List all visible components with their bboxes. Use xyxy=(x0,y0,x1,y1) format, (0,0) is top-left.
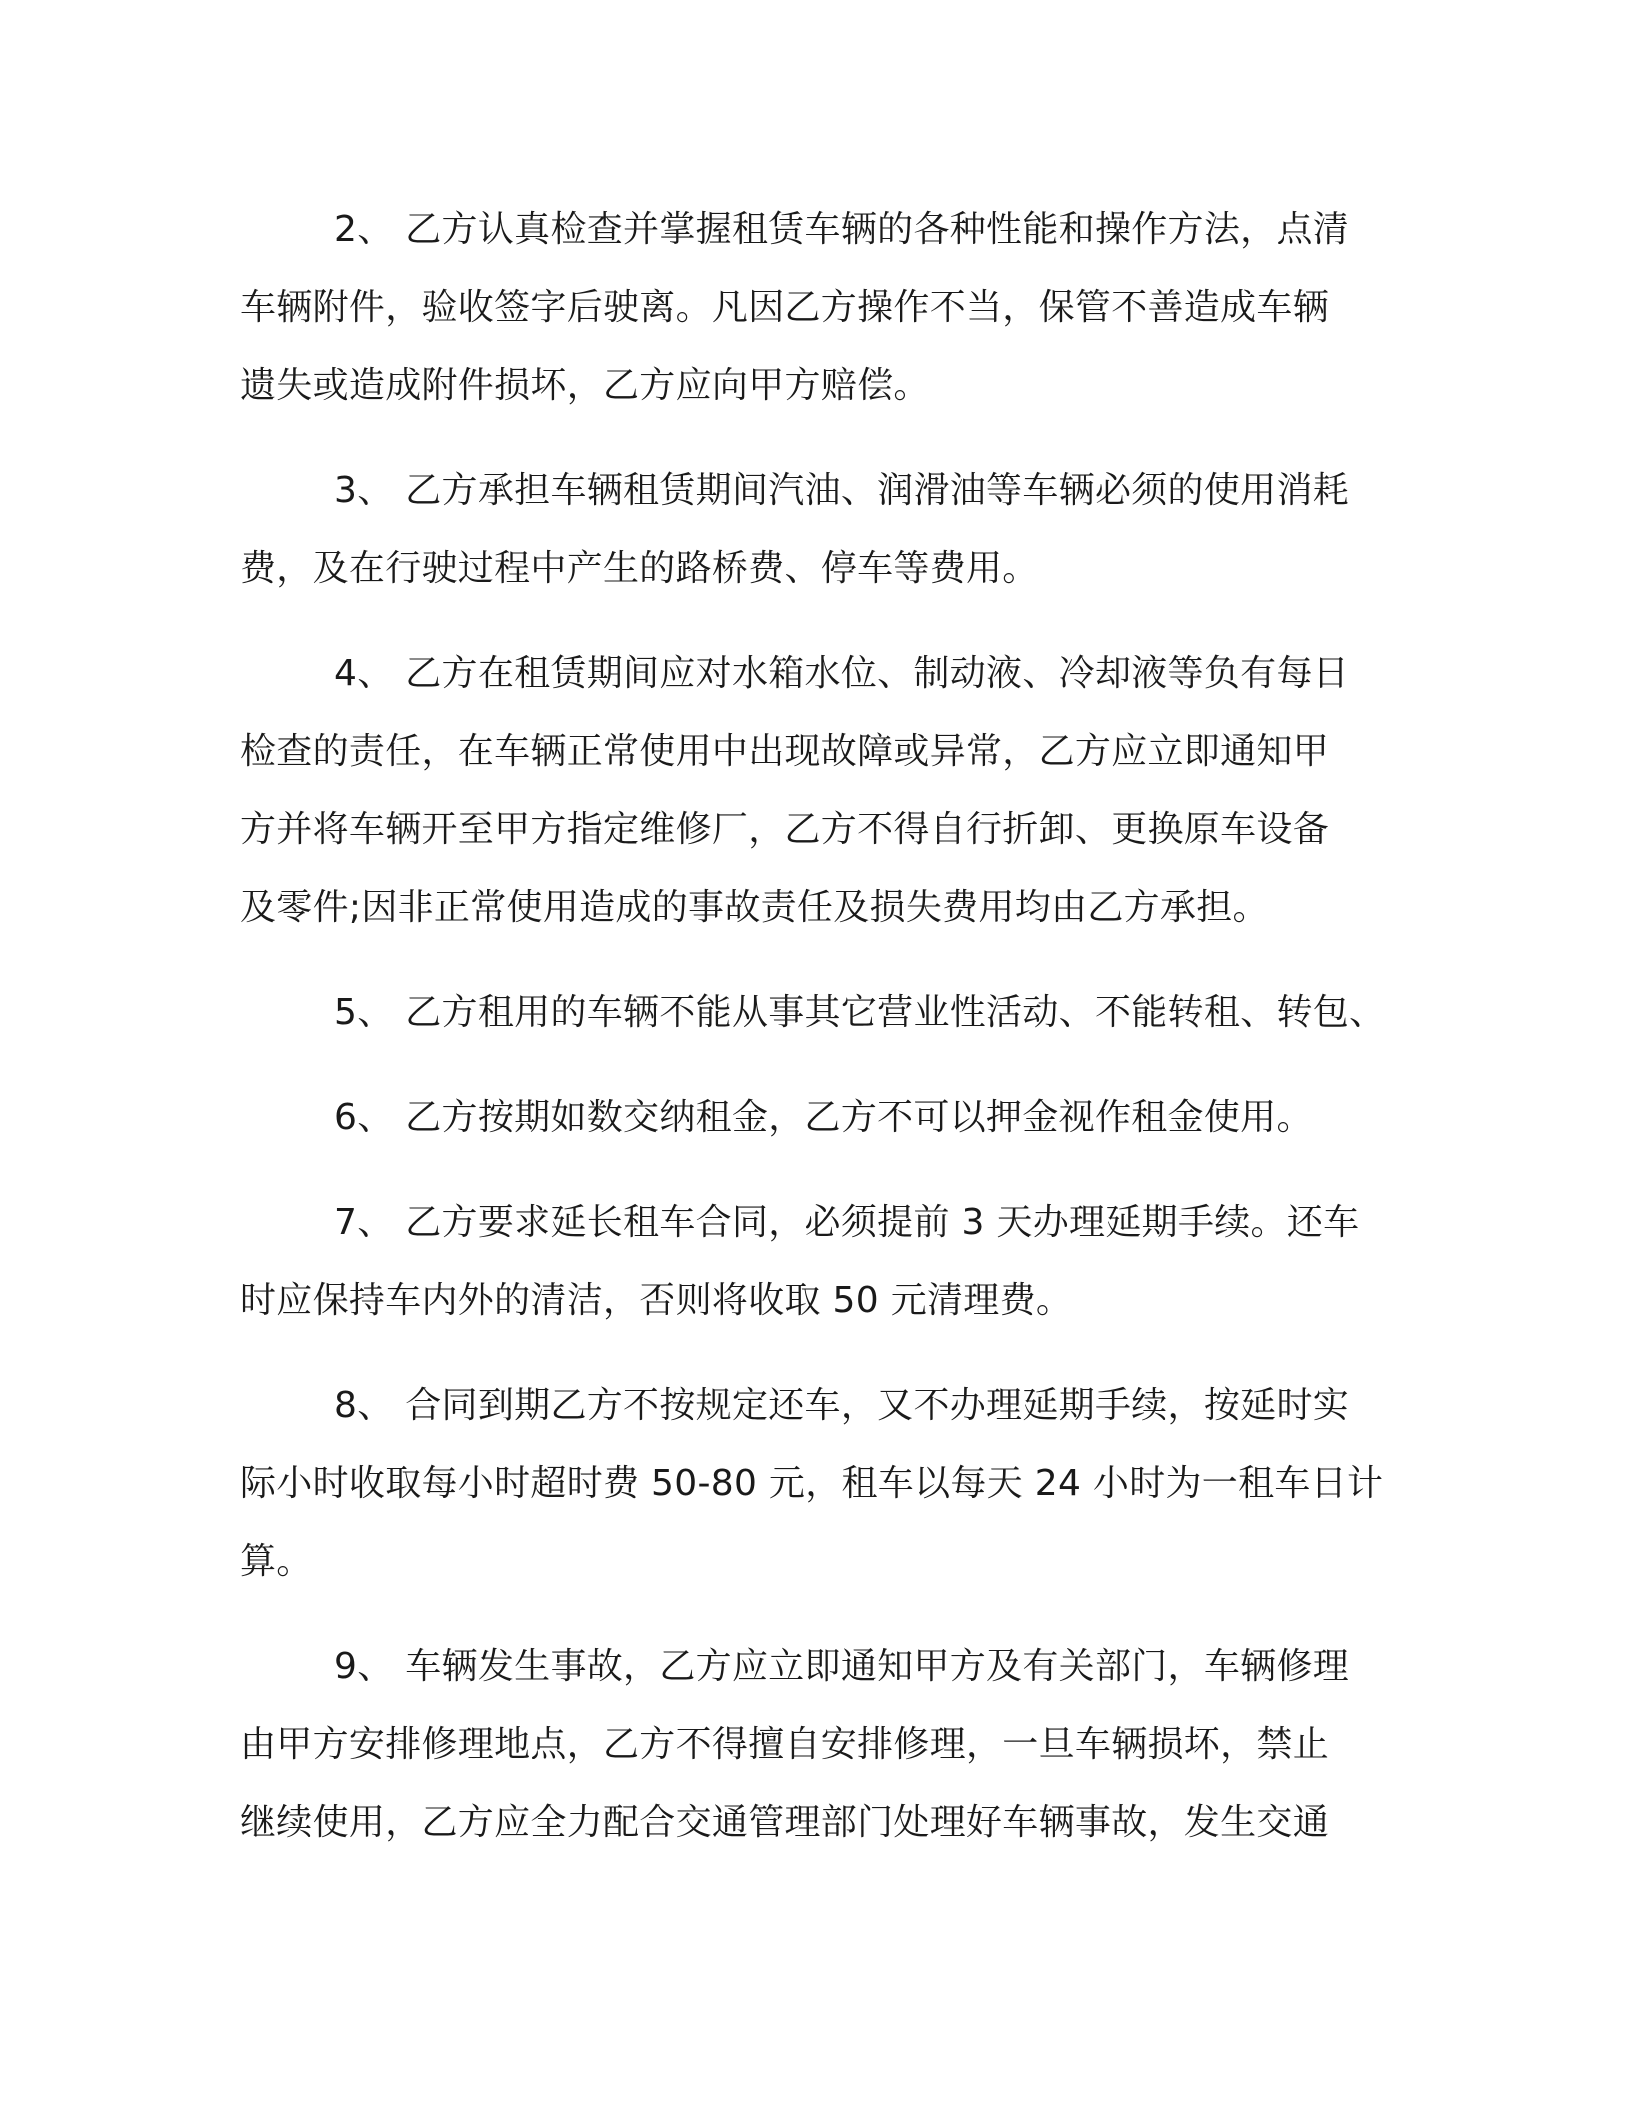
clause-line: 时应保持车内外的清洁，否则将收取 50 元清理费。 xyxy=(240,1280,1073,1321)
document-body xyxy=(240,191,1386,1862)
clause-3 xyxy=(240,452,1380,608)
clause-line: 4、 乙方在租赁期间应对水箱水位、制动液、冷却液等负有每日 xyxy=(334,653,1350,694)
clause-line: 算。 xyxy=(240,1541,313,1582)
clause-6 xyxy=(240,1079,1380,1157)
clause-line: 3、 乙方承担车辆租赁期间汽油、润滑油等车辆必须的使用消耗 xyxy=(334,470,1350,511)
clause-line: 际小时收取每小时超时费 50-80 元，租车以每天 24 小时为一租车日计 xyxy=(240,1463,1384,1504)
clause-line: 遗失或造成附件损坏，乙方应向甲方赔偿。 xyxy=(240,365,930,406)
clause-line: 检查的责任，在车辆正常使用中出现故障或异常，乙方应立即通知甲 xyxy=(240,731,1330,772)
clause-line: 8、 合同到期乙方不按规定还车，又不办理延期手续，按延时实 xyxy=(334,1385,1350,1426)
clause-line: 2、 乙方认真检查并掌握租赁车辆的各种性能和操作方法，点清 xyxy=(334,209,1350,250)
clause-line: 9、 车辆发生事故，乙方应立即通知甲方及有关部门，车辆修理 xyxy=(334,1646,1350,1687)
clause-line: 方并将车辆开至甲方指定维修厂，乙方不得自行折卸、更换原车设备 xyxy=(240,809,1330,850)
clause-5 xyxy=(240,974,1386,1052)
clause-line: 费，及在行驶过程中产生的路桥费、停车等费用。 xyxy=(240,548,1039,589)
clause-9 xyxy=(240,1628,1380,1862)
clause-line: 继续使用，乙方应全力配合交通管理部门处理好车辆事故，发生交通 xyxy=(240,1802,1330,1843)
clause-line: 及零件;因非正常使用造成的事故责任及损失费用均由乙方承担。 xyxy=(240,887,1269,928)
clause-line: 7、 乙方要求延长租车合同，必须提前 3 天办理延期手续。还车 xyxy=(334,1202,1360,1243)
clause-4 xyxy=(240,635,1380,947)
clause-line: 6、 乙方按期如数交纳租金，乙方不可以押金视作租金使用。 xyxy=(334,1097,1313,1138)
clause-line: 5、 乙方租用的车辆不能从事其它营业性活动、不能转租、转包、 xyxy=(334,992,1386,1033)
clause-line: 由甲方安排修理地点，乙方不得擅自安排修理，一旦车辆损坏，禁止 xyxy=(240,1724,1330,1765)
clause-7 xyxy=(240,1184,1380,1340)
clause-2 xyxy=(240,191,1380,425)
clause-line: 车辆附件，验收签字后驶离。凡因乙方操作不当，保管不善造成车辆 xyxy=(240,287,1330,328)
clause-8 xyxy=(240,1367,1384,1601)
